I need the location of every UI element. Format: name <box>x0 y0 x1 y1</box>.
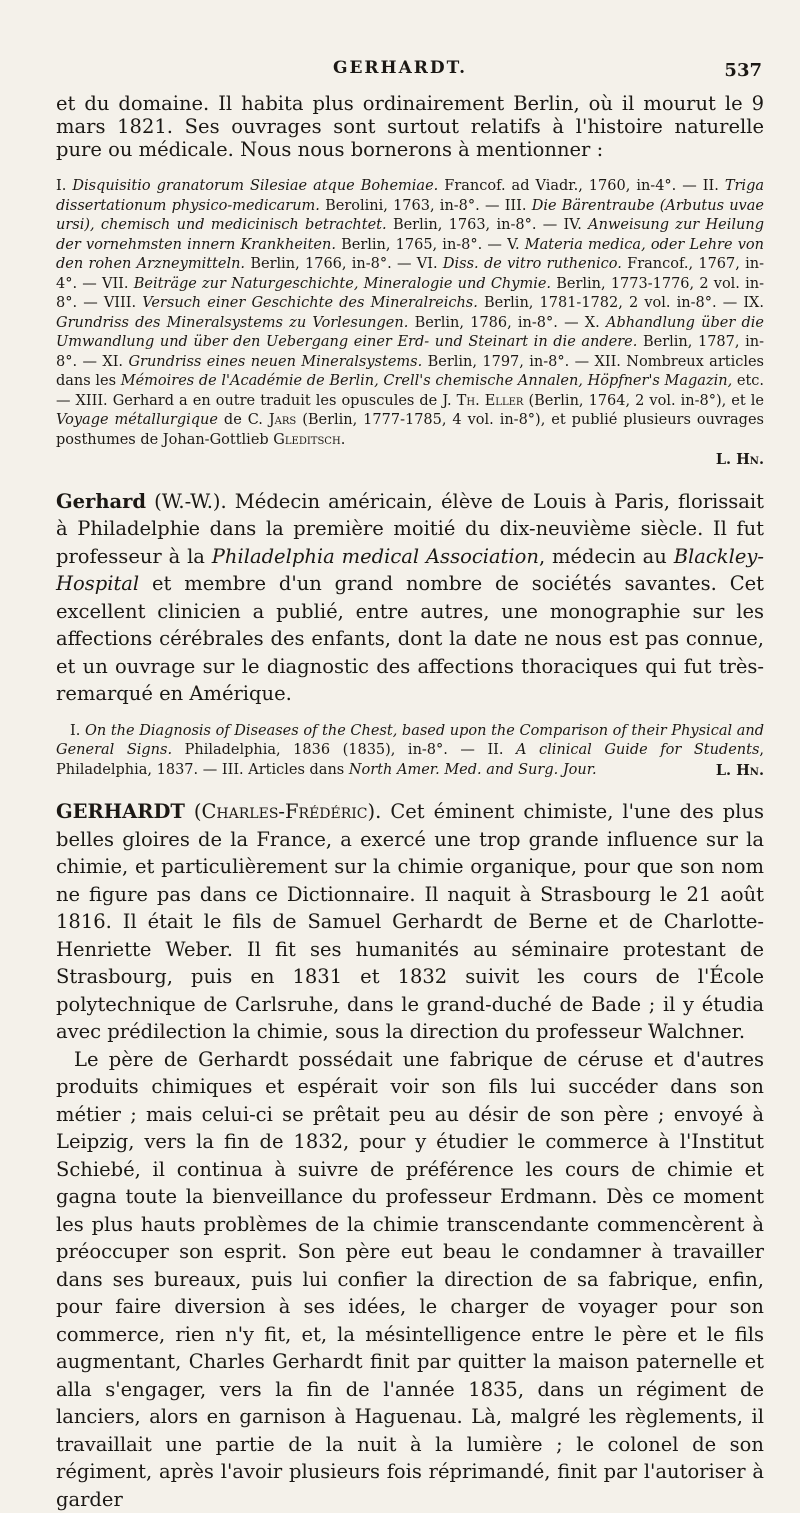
page-number: 537 <box>724 60 762 81</box>
entry-text: (W.-W.). Médecin américain, élève de Louis à Paris, florissait à Philadelphie dans la première moitié du dix-neuvième siècle. Il fut professeur à la <box>56 490 764 568</box>
institution-name: Philadelphia medical Association <box>212 545 539 568</box>
entry-text: . Cet éminent chimiste, l'une des plus belles gloires de la France, a exercé une trop grande influence sur la chimie, et particulièrement sur la chimie organique, pour que son nom ne figure pas dans ce Dictionnaire. Il naquit à Strasbourg le 21 août 1816. Il était le fils de Samuel Gerhardt de Berne et de Charlotte-Henriette Weber. Il fit ses humanités au séminaire protestant de Strasbourg, puis en 1831 et 1832 suivit les cours de l'École polytechnique de Carlsruhe, dans le grand-duché de Bade ; il y étudia avec prédilection la chimie, sous la direction du professeur Walchner. <box>56 800 764 1043</box>
work-title: Beiträge zur Naturgeschichte, Mineralogie und Chymie. <box>134 276 551 292</box>
note-text: Berolini, 1763, in-8°. — III. <box>320 198 532 214</box>
entry-text: et membre d'un grand nombre de sociétés savantes. Cet excellent clinicien a publié, entre autres, une monographie sur les affections cérébrales des enfants, dont la date ne nous est pas connue, et un ouvrage sur le diagnostic des affections thoraciques qui fut très-remarqué en Amérique. <box>56 572 764 705</box>
author-name: Gleditsch <box>273 432 340 448</box>
work-title: Materia medica, oder Lehre von den rohen Arzneymitteln. <box>56 237 764 273</box>
author-signature: L. Hn. <box>702 761 764 781</box>
note-text: Francof., 1767, in-4°. — VII. <box>56 256 764 292</box>
note-text: , Philadelphia, 1837. — III. Articles dans <box>56 742 764 778</box>
bibliography-gerhard-ww <box>56 722 764 781</box>
entry-headword: GERHARDT <box>56 800 185 823</box>
work-title: Triga dissertationum physico-medicarum. <box>56 178 764 214</box>
continued-paragraph: et du domaine. Il habita plus ordinairement Berlin, où il mourut le 9 mars 1821. Ses ouvrages sont surtout relatifs à l'histoire naturelle pure ou médicale. Nous nous bornerons à mentionner : <box>56 92 764 161</box>
work-title: On the Diagnosis of Diseases of the Chest, based upon the Comparison of their Physical and General Signs. <box>56 723 764 759</box>
note-text: Berlin, 1781-1782, 2 vol. in-8°. — IX. <box>478 295 764 311</box>
note-text: I. <box>70 723 85 739</box>
work-title: Voyage métallurgique <box>56 412 218 428</box>
work-title: Versuch einer Geschichte des Mineralreichs. <box>142 295 478 311</box>
note-text: Philadelphia, 1836 (1835), in-8°. — II. <box>172 742 516 758</box>
work-title: Abhandlung über die Umwandlung und über den Uebergang einer Erd- und Steinart in die andere. <box>56 315 764 351</box>
note-text: Berlin, 1797, in-8°. — XII. Nombreux articles dans les <box>56 354 764 390</box>
institution-name: Blackley-Hospital <box>56 545 764 596</box>
work-title: North Amer. Med. and Surg. Jour. <box>349 762 597 778</box>
note-text: Berlin, 1786, in-8°. — X. <box>408 315 606 331</box>
note-text: Berlin, 1766, in-8°. — VI. <box>245 256 443 272</box>
work-title: Diss. de vitro ruthenico. <box>443 256 622 272</box>
note-text: Berlin, 1765, in-8°. — V. <box>336 237 525 253</box>
entry-paragraph: Le père de Gerhardt possédait une fabrique de céruse et d'autres produits chimiques et espérait voir son fils lui succéder dans son métier ; mais celui-ci se prêtait peu au désir de son père ; envoyé à Leipzig, vers la fin de 1832, pour y étudier le commerce à l'Institut Schiebé, il continua à suivre de préférence les cours de chimie et gagna toute la bienveillance du professeur Erdmann. Dès ce moment les plus hauts problèmes de la chimie transcendante commencèrent à préoccuper son esprit. Son père eut beau le condamner à travailler dans ses bureaux, puis lui confier la direction de sa fabrique, enfin, pour faire diversion à ses idées, le charger de voyager pour son commerce, rien n'y fit, et, la mésintelligence entre le père et le fils augmentant, Charles Gerhardt finit par quitter la maison paternelle et alla s'engager, vers la fin de l'année 1835, dans un régiment de lanciers, alors en garnison à Haguenau. Là, malgré les règlements, il travaillait une partie de la nuit à la lumière ; le colonel de son régiment, après l'avoir plusieurs fois réprimandé, finit par l'autoriser à garder <box>56 1046 764 1513</box>
note-text: Berlin, 1787, in-8°. — XI. <box>56 334 764 370</box>
note-text: (Berlin, 1777-1785, 4 vol. in-8°), et publié plusieurs ouvrages posthumes de Johan-Gottlieb <box>56 412 764 448</box>
bibliography-gerhard-1 <box>56 177 764 470</box>
note-text: (Berlin, 1764, 2 vol. in-8°), et le <box>523 393 764 409</box>
note-text: etc. — XIII. Gerhard a en outre traduit les opuscules de J. <box>56 373 764 409</box>
entry-gerhardt-charles <box>56 798 764 1046</box>
entry-name: (Charles-Frédéric) <box>185 800 375 823</box>
note-text: I. <box>56 178 72 194</box>
note-text: Francof. ad Viadr., 1760, in-4°. — II. <box>438 178 725 194</box>
note-text: . <box>341 432 346 448</box>
work-title: Die Bärentraube (Arbutus uvae ursi), chemisch und medicinisch betrachtet. <box>56 198 764 234</box>
author-name: Jars <box>269 412 296 428</box>
work-title: Grundriss des Mineralsystems zu Vorlesungen. <box>56 315 408 331</box>
work-title: Anweisung zur Heilung der vornehmsten innern Krankheiten. <box>56 217 764 253</box>
page-body <box>56 92 764 1513</box>
page-header <box>0 58 800 88</box>
entry-text: , médecin au <box>539 545 674 568</box>
work-title: Grundriss eines neuen Mineralsystems. <box>128 354 422 370</box>
note-text: de C. <box>218 412 269 428</box>
running-head: GERHARDT. <box>0 58 800 78</box>
work-title: A clinical Guide for Students <box>516 742 759 758</box>
author-signature: L. Hn. <box>56 450 764 470</box>
note-text: Berlin, 1763, in-8°. — IV. <box>387 217 589 233</box>
author-name: Th. Eller <box>457 393 524 409</box>
note-text: Berlin, 1773-1776, 2 vol. in-8°. — VIII. <box>56 276 764 312</box>
work-title: Mémoires de l'Académie de Berlin, Crell's chemische Annalen, Höpfner's Magazin, <box>121 373 732 389</box>
entry-headword: Gerhard <box>56 490 146 513</box>
entry-gerhard-ww <box>56 488 764 708</box>
work-title: Disquisitio granatorum Silesiae atque Bohemiae. <box>72 178 438 194</box>
